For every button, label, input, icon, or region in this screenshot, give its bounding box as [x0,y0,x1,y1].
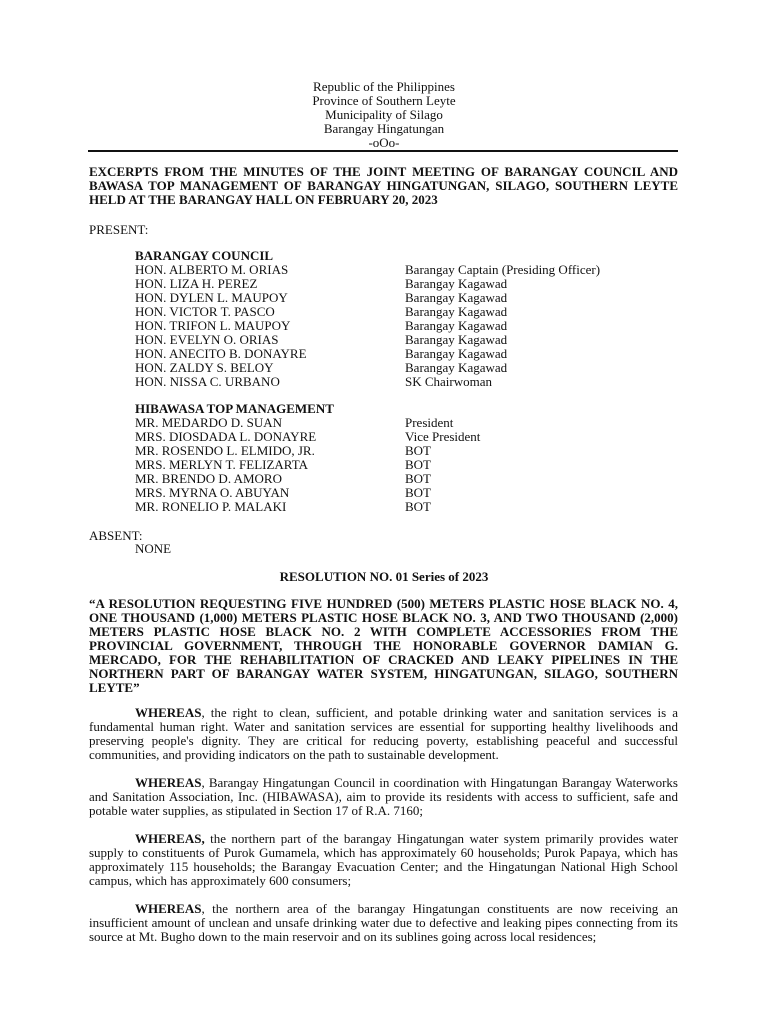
letterhead [0,80,768,150]
present-label: PRESENT: [89,222,149,237]
council-section [135,249,678,389]
whereas-text: , Barangay Hingatungan Council in coordination with Hingatungan Barangay Waterworks and Sanitation Association, Inc. (HIBAWASA), aim to provide its residents with access to sufficient, safe and potable water supplies, as stipulated in Section 17 of R.A. 7160; [89,775,678,818]
member-role: Barangay Kagawad [405,332,508,347]
council-row [135,347,678,361]
council-row [135,375,678,389]
management-row [135,500,678,514]
member-name: HON. ALBERTO M. ORIAS [135,262,289,277]
whereas-text: the northern part of the barangay Hingatungan water system primarily provides water supply to constituents of Purok Gumamela, which has approximately 60 households; Purok Papaya, which has approximately 115 households; the Barangay Evacuation Center; and the Hingatungan National High School campus, which has approximately 600 consumers; [89,831,678,888]
council-label: BARANGAY COUNCIL [135,248,274,263]
member-name: HON. ZALDY S. BELOY [135,360,274,375]
whereas-text: , the northern area of the barangay Hingatungan constituents are now receiving an insufficient amount of unclean and unsafe drinking water due to defective and leaking pipes connecting from its source at Mt. Bugho down to the main reservoir and on its sublines going across local residences; [89,901,678,944]
management-label: HIBAWASA TOP MANAGEMENT [135,401,334,416]
member-name: HON. EVELYN O. ORIAS [135,332,279,347]
whereas-lead: WHEREAS [135,775,202,790]
member-name: MR. MEDARDO D. SUAN [135,415,282,430]
absent-value: NONE [135,541,172,556]
member-role: President [405,415,454,430]
management-row [135,458,678,472]
header-barangay: Barangay Hingatungan [323,121,445,136]
management-row [135,486,678,500]
whereas-paragraph [89,776,678,818]
management-section [135,402,678,514]
whereas-text: , the right to clean, sufficient, and potable drinking water and sanitation services is a fundamental human right. Water and sanitation services are essential for supporting healthy livelihoods and preserving people's dignity. They are critical for reducing poverty, establishing peaceful and successful communities, and providing indicators on the path to sustainable development. [89,705,678,762]
council-row [135,319,678,333]
member-role: BOT [405,485,431,500]
council-row [135,333,678,347]
whereas-paragraph [89,706,678,762]
council-row [135,263,678,277]
member-role: Barangay Kagawad [405,318,508,333]
member-role: Barangay Kagawad [405,346,508,361]
resolution-body: “A RESOLUTION REQUESTING FIVE HUNDRED (500) METERS PLASTIC HOSE BLACK NO. 4, ONE THOUSAND (1,000) METERS PLASTIC HOSE BLACK NO. 3, AND TWO THOUSAND (2,000) METERS PLASTIC HOSE BLACK NO. 2 WITH COMPLETE ACCESSORIES FROM THE PROVINCIAL GOVERNMENT, THROUGH THE HONORABLE GOVERNOR DAMIAN G. MERCADO, FOR THE REHABILITATION OF CRACKED AND LEAKY PIPELINES IN THE NORTHERN PART OF BARANGAY WATER SYSTEM, HINGATUNGAN, SILAGO, SOUTHERN LEYTE” [89,596,678,695]
member-role: BOT [405,471,431,486]
member-name: HON. TRIFON L. MAUPOY [135,318,291,333]
absent-label: ABSENT: [89,528,143,543]
whereas-lead: WHEREAS [135,901,202,916]
member-name: HON. ANECITO B. DONAYRE [135,346,307,361]
header-municipality: Municipality of Silago [325,107,443,122]
member-name: MRS. DIOSDADA L. DONAYRE [135,429,317,444]
member-name: HON. DYLEN L. MAUPOY [135,290,288,305]
excerpt-title: EXCERPTS FROM THE MINUTES OF THE JOINT MEETING OF BARANGAY COUNCIL AND BAWASA TOP MANAGEMENT OF BARANGAY HINGATUNGAN, SILAGO, SOUTHERN LEYTE HELD AT THE BARANGAY HALL ON FEBRUARY 20, 2023 [89,164,678,207]
member-name: MRS. MYRNA O. ABUYAN [135,485,290,500]
member-role: BOT [405,457,431,472]
member-role: Barangay Kagawad [405,290,508,305]
council-row [135,361,678,375]
member-name: HON. NISSA C. URBANO [135,374,280,389]
resolution-title: RESOLUTION NO. 01 Series of 2023 [279,569,489,584]
member-role: BOT [405,443,431,458]
management-row [135,444,678,458]
whereas-lead: WHEREAS [135,705,202,720]
member-role: Vice President [405,429,481,444]
member-name: MR. RONELIO P. MALAKI [135,499,287,514]
member-role: Barangay Kagawad [405,360,508,375]
whereas-paragraph [89,832,678,888]
member-role: Barangay Captain (Presiding Officer) [405,262,601,277]
header-province: Province of Southern Leyte [312,93,456,108]
member-name: MR. ROSENDO L. ELMIDO, JR. [135,443,315,458]
member-name: MR. BRENDO D. AMORO [135,471,282,486]
header-republic: Republic of the Philippines [313,79,455,94]
member-name: MRS. MERLYN T. FELIZARTA [135,457,308,472]
member-role: Barangay Kagawad [405,276,508,291]
management-row [135,430,678,444]
whereas-lead: WHEREAS, [135,831,205,846]
council-row [135,305,678,319]
management-row [135,416,678,430]
member-role: BOT [405,499,431,514]
member-name: HON. LIZA H. PEREZ [135,276,258,291]
whereas-paragraph [89,902,678,944]
member-role: SK Chairwoman [405,374,493,389]
header-ornament: -oOo- [368,135,400,150]
member-name: HON. VICTOR T. PASCO [135,304,275,319]
council-row [135,277,678,291]
member-role: Barangay Kagawad [405,304,508,319]
header-divider [88,150,678,152]
management-row [135,472,678,486]
council-row [135,291,678,305]
